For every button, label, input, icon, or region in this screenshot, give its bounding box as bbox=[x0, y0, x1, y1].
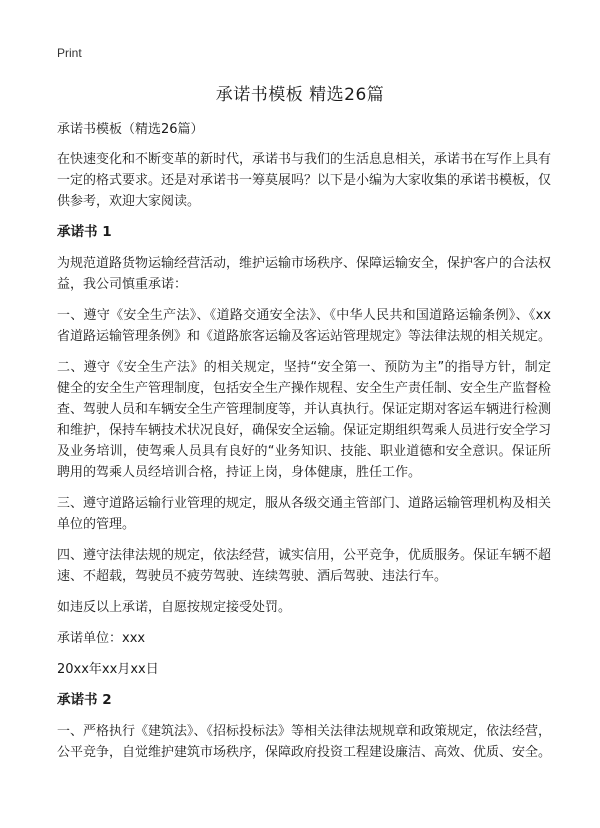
intro-paragraph: 在快速变化和不断变革的新时代，承诺书与我们的生活息息相关，承诺书在写作上具有一定的格式要求。还是对承诺书一筹莫展吗？以下是小编为大家收集的承诺书模板，仅供参考，欢迎大家阅读。 bbox=[57, 152, 552, 209]
section-paragraph: 承诺单位：xxx bbox=[57, 631, 146, 646]
section-paragraph: 一、遵守《安全生产法》、《道路交通安全法》、《中华人民共和国道路运输条例》、《xx省道路运输管理条例》和《道路旅客运输及客运站管理规定》等法律法规的相关规定。 bbox=[57, 308, 552, 344]
section-heading: 承诺书 2 bbox=[57, 692, 112, 708]
section-paragraph: 三、遵守道路运输行业管理的规定，服从各级交通主管部门、道路运输管理机构及相关单位的管理。 bbox=[57, 496, 552, 532]
section-paragraph: 四、遵守法律法规的规定，依法经营，诚实信用，公平竞争，优质服务。保证车辆不超速、不超载，驾驶员不疲劳驾驶、连续驾驶、酒后驾驶、违法行车。 bbox=[57, 548, 552, 584]
section-paragraph: 20xx年xx月xx日 bbox=[57, 662, 159, 677]
section-heading: 承诺书 1 bbox=[57, 224, 112, 240]
section-paragraph: 二、遵守《安全生产法》的相关规定，坚持“安全第一、预防为主”的指导方针，制定健全的安全生产管理制度，包括安全生产操作规程、安全生产责任制、安全生产监督检查、驾驶人员和车辆安全生产管理制度等，并认真执行。保证定期对客运车辆进行检测和维护，保持车辆技术状况良好，确保安全运输。保证定期组织驾乘人员进行安全学习及业务培训，使驾乘人员具有良好的“业务知识、技能、职业道德和安全意识。保证所聘用的驾乘人员经培训合格，持证上岗，身体健康，胜任工作。 bbox=[57, 360, 552, 480]
print-link[interactable]: Print bbox=[57, 46, 82, 60]
section-paragraph: 为规范道路货物运输经营活动，维护运输市场秩序、保障运输安全，保护客户的合法权益，我公司慎重承诺： bbox=[57, 256, 552, 292]
page-title: 承诺书模板 精选26篇 bbox=[215, 85, 385, 105]
section-paragraph: 如违反以上承诺，自愿按规定接受处罚。 bbox=[57, 600, 292, 615]
section-paragraph: 一、严格执行《建筑法》、《招标投标法》等相关法律法规规章和政策规定，依法经营，公平竞争，自觉维护建筑市场秩序，保障政府投资工程建设廉洁、高效、优质、安全。 bbox=[57, 724, 552, 760]
document-body bbox=[57, 119, 551, 773]
document-subtitle: 承诺书模板（精选26篇） bbox=[57, 122, 204, 137]
